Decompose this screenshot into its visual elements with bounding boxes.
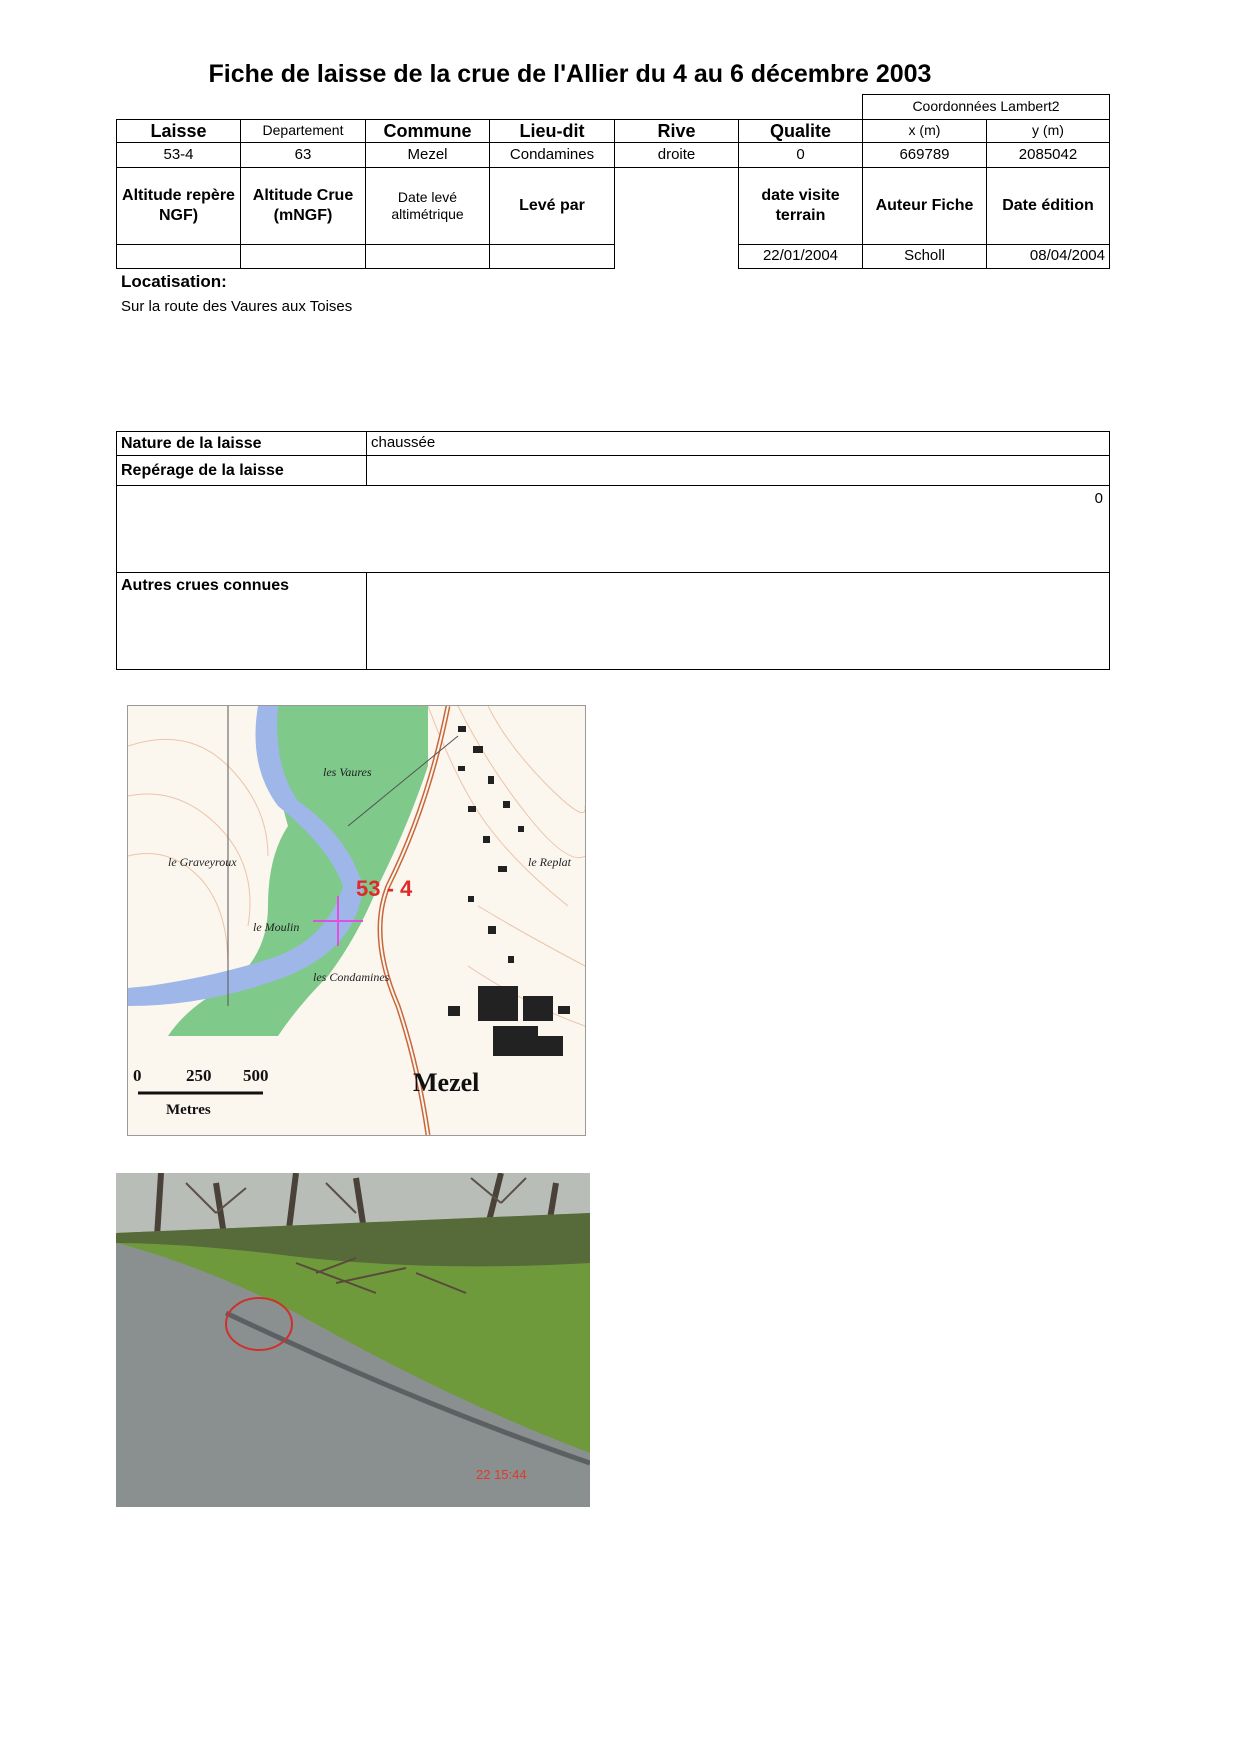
map-scale-unit: Metres bbox=[166, 1102, 211, 1118]
header-leve-par: Levé par bbox=[489, 167, 615, 245]
value-x: 669789 bbox=[862, 142, 987, 168]
header-date-visite: date visite terrain bbox=[738, 167, 863, 245]
value-rive: droite bbox=[614, 142, 739, 168]
reperage-value-cell bbox=[366, 455, 1110, 486]
map-place-graveyroux: le Graveyroux bbox=[168, 855, 237, 869]
photo-timestamp: 22 15:44 bbox=[476, 1467, 527, 1482]
topographic-map bbox=[127, 705, 586, 1136]
header-date-edition: Date édition bbox=[986, 167, 1110, 245]
map-place-les-vaures: les Vaures bbox=[323, 765, 372, 779]
autres-crues-value bbox=[366, 572, 1110, 670]
photo-drawing bbox=[116, 1173, 590, 1507]
map-scale-250: 250 bbox=[186, 1066, 212, 1085]
header-auteur: Auteur Fiche bbox=[862, 167, 987, 245]
header-date-leve: Date levé altimétrique bbox=[365, 167, 490, 245]
header-rive: Rive bbox=[614, 119, 739, 143]
map-place-moulin: le Moulin bbox=[253, 920, 300, 934]
value-altitude-repere bbox=[116, 244, 241, 269]
header-departement: Departement bbox=[240, 119, 366, 143]
header-y: y (m) bbox=[986, 119, 1110, 143]
value-auteur: Scholl bbox=[862, 244, 987, 269]
value-y: 2085042 bbox=[986, 142, 1110, 168]
map-scale-0: 0 bbox=[133, 1066, 142, 1085]
reperage-label: Repérage de la laisse bbox=[116, 455, 367, 486]
value-date-edition: 08/04/2004 bbox=[986, 244, 1110, 269]
page-title: Fiche de laisse de la crue de l'Allier du 4 au 6 décembre 2003 bbox=[208, 60, 932, 88]
localisation-label: Locatisation: bbox=[121, 272, 227, 291]
nature-value: chaussée bbox=[366, 431, 1110, 456]
value-qualite: 0 bbox=[738, 142, 863, 168]
value-date-visite: 22/01/2004 bbox=[738, 244, 863, 269]
value-departement: 63 bbox=[240, 142, 366, 168]
value-altitude-crue bbox=[240, 244, 366, 269]
header-altitude-repere: Altitude repère NGF) bbox=[116, 167, 241, 245]
value-commune: Mezel bbox=[365, 142, 490, 168]
autres-crues-label: Autres crues connues bbox=[116, 572, 367, 670]
map-place-condamines: les Condamines bbox=[313, 970, 390, 984]
value-lieu-dit: Condamines bbox=[489, 142, 615, 168]
map-drawing bbox=[128, 706, 585, 1135]
value-laisse: 53-4 bbox=[116, 142, 241, 168]
reperage-value: 0 bbox=[1094, 490, 1103, 507]
map-marker-label: 53 - 4 bbox=[356, 876, 413, 901]
site-photo bbox=[116, 1173, 590, 1507]
reperage-description bbox=[116, 485, 1110, 573]
coords-header: Coordonnées Lambert2 bbox=[862, 94, 1110, 120]
header-altitude-crue: Altitude Crue (mNGF) bbox=[240, 167, 366, 245]
header-x: x (m) bbox=[862, 119, 987, 143]
nature-label: Nature de la laisse bbox=[116, 431, 367, 456]
localisation-text: Sur la route des Vaures aux Toises bbox=[121, 298, 353, 315]
value-date-leve bbox=[365, 244, 490, 269]
map-scale-500: 500 bbox=[243, 1066, 269, 1085]
map-town-label: Mezel bbox=[413, 1068, 480, 1097]
header-commune: Commune bbox=[365, 119, 490, 143]
header-lieu-dit: Lieu-dit bbox=[489, 119, 615, 143]
header-qualite: Qualite bbox=[738, 119, 863, 143]
value-leve-par bbox=[489, 244, 615, 269]
header-laisse: Laisse bbox=[116, 119, 241, 143]
map-place-replat: le Replat bbox=[528, 855, 571, 869]
